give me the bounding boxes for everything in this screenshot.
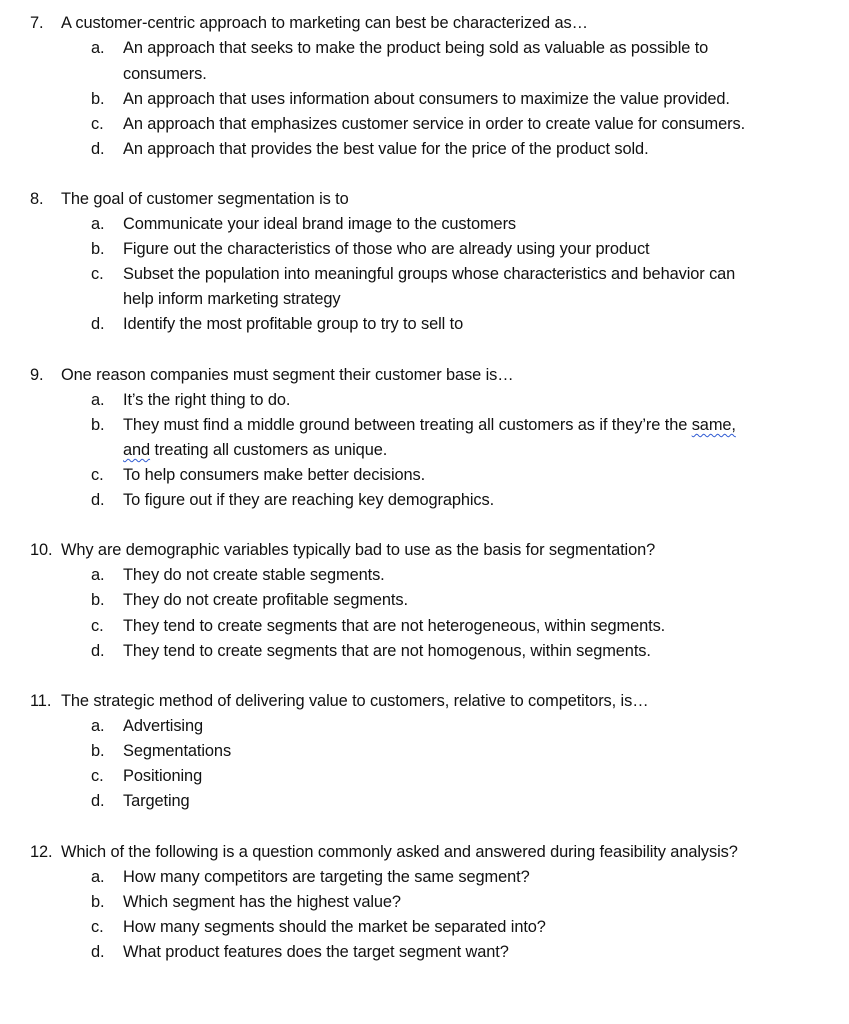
option-letter: a. (91, 391, 105, 409)
question-text: A customer-centric approach to marketing can best be characterized as… (61, 14, 588, 32)
option-text (123, 438, 387, 463)
option-text-part: treating all customers as unique. (150, 441, 388, 459)
option-text (123, 413, 736, 438)
option-letter: a. (91, 717, 105, 735)
question-number: 10. (30, 541, 53, 559)
question-number: 12. (30, 843, 53, 861)
option-letter: b. (91, 240, 105, 258)
option-text: Segmentations (123, 742, 232, 760)
option-text: help inform marketing strategy (123, 290, 341, 308)
option-text: An approach that uses information about consumers to maximize the value provided. (123, 90, 730, 108)
option-text: Which segment has the highest value? (123, 893, 401, 911)
option-letter: a. (91, 566, 105, 584)
question-text: Why are demographic variables typically bad to use as the basis for segmentation? (61, 541, 656, 559)
option-text: An approach that seeks to make the product being sold as valuable as possible to (123, 39, 709, 57)
option-text: Positioning (123, 767, 203, 785)
option-text: Targeting (123, 792, 190, 810)
option-letter: c. (91, 265, 104, 283)
option-letter: c. (91, 767, 104, 785)
option-letter: a. (91, 215, 105, 233)
option-text: Advertising (123, 717, 203, 735)
option-letter: d. (91, 792, 105, 810)
option-letter: b. (91, 90, 105, 108)
question-text: The goal of customer segmentation is to (61, 190, 349, 208)
option-text: To figure out if they are reaching key demographics. (123, 491, 495, 509)
option-text: An approach that emphasizes customer service in order to create value for consumers. (123, 115, 746, 133)
question-number: 11. (30, 692, 52, 710)
option-letter: a. (91, 868, 105, 886)
question-number: 9. (30, 366, 44, 384)
option-text: They tend to create segments that are not heterogeneous, within segments. (123, 617, 666, 635)
question-text: Which of the following is a question commonly asked and answered during feasibility analysis? (61, 843, 738, 861)
option-text: Subset the population into meaningful groups whose characteristics and behavior can (123, 265, 736, 283)
option-letter: b. (91, 893, 105, 911)
option-letter: b. (91, 742, 105, 760)
option-text: It’s the right thing to do. (123, 391, 291, 409)
option-text: consumers. (123, 65, 207, 83)
option-text: How many competitors are targeting the same segment? (123, 868, 530, 886)
option-text: Figure out the characteristics of those who are already using your product (123, 240, 650, 258)
option-letter: d. (91, 642, 105, 660)
option-letter: d. (91, 491, 105, 509)
option-letter: d. (91, 943, 105, 961)
option-letter: d. (91, 140, 105, 158)
grammar-flagged-text[interactable]: and (123, 441, 151, 459)
option-letter: b. (91, 416, 105, 434)
option-text: An approach that provides the best value for the price of the product sold. (123, 140, 649, 158)
grammar-flagged-text[interactable]: same, (691, 416, 736, 434)
option-text: They do not create stable segments. (123, 566, 385, 584)
question-text: One reason companies must segment their customer base is… (61, 366, 514, 384)
option-text: Identify the most profitable group to try to sell to (123, 315, 464, 333)
option-text: What product features does the target segment want? (123, 943, 509, 961)
option-text: Communicate your ideal brand image to the customers (123, 215, 517, 233)
option-letter: d. (91, 315, 105, 333)
question-number: 7. (30, 14, 44, 32)
option-text: To help consumers make better decisions. (123, 466, 426, 484)
question-text: The strategic method of delivering value to customers, relative to competitors, is… (61, 692, 649, 710)
option-letter: c. (91, 466, 104, 484)
option-letter: b. (91, 591, 105, 609)
option-text: They do not create profitable segments. (123, 591, 408, 609)
option-text: They tend to create segments that are not homogenous, within segments. (123, 642, 651, 660)
option-text-part: They must find a middle ground between treating all customers as if they’re the (123, 416, 692, 434)
question-number: 8. (30, 190, 44, 208)
option-letter: c. (91, 617, 104, 635)
option-letter: c. (91, 115, 104, 133)
option-letter: a. (91, 39, 105, 57)
option-letter: c. (91, 918, 104, 936)
option-text: How many segments should the market be separated into? (123, 918, 546, 936)
